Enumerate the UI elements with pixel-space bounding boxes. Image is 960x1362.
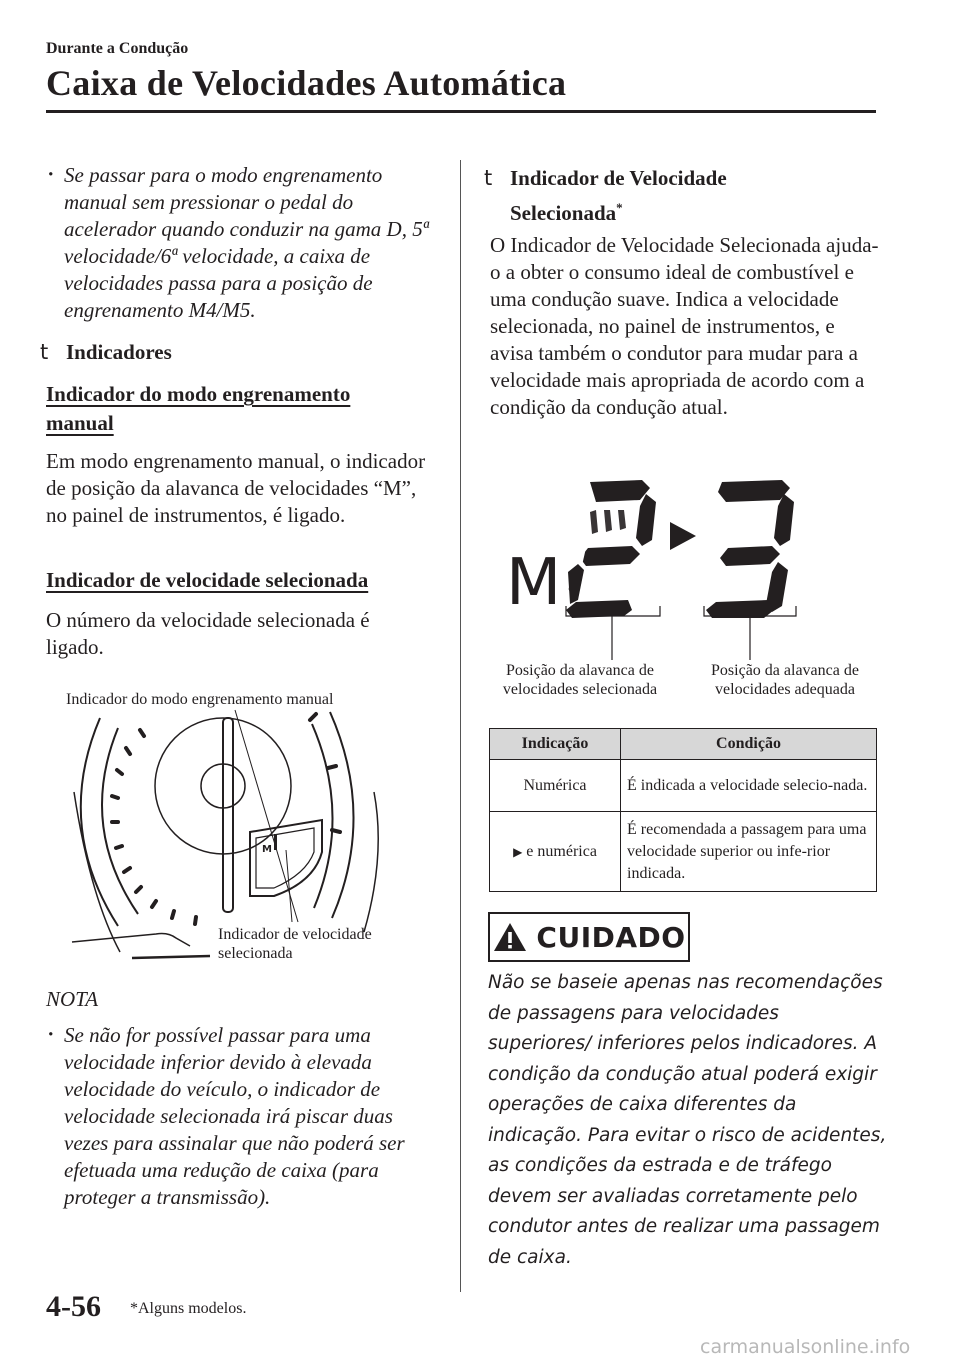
section-heading-gear-indicator	[484, 163, 844, 228]
header-rule	[46, 110, 876, 113]
page-number: 4-56	[46, 1290, 101, 1323]
cell-condicao: É indicada a velocidade selecio-nada.	[621, 760, 877, 812]
cell-condicao: É recomendada a passagem para uma velocidade superior ou infe-rior indicada.	[621, 812, 877, 892]
manual-mode-text: Em modo engrenamento manual, o indicador de posição da alavanca de velocidades “M”, no painel de instrumentos, é ligado.	[46, 449, 426, 527]
nota-bullet-list	[46, 1022, 442, 1211]
display-m-letter: M	[506, 546, 562, 620]
table-row	[490, 760, 877, 812]
cell-indicacao-text: e numérica	[526, 842, 597, 860]
caption-selected-position: Posição da alavanca de velocidades selecionada	[502, 662, 658, 698]
footnote: *Alguns modelos.	[130, 1300, 247, 1317]
cell-indicacao	[490, 812, 621, 892]
subheading-manual-mode: Indicador do modo engrenamento manual	[46, 382, 351, 435]
section-title: Indicadores	[66, 340, 172, 364]
watermark: carmanualsonline.info	[700, 1336, 911, 1358]
section-marker: t	[484, 166, 493, 190]
column-divider	[460, 160, 461, 1292]
caution-label: CUIDADO	[536, 920, 686, 954]
section-marker: t	[40, 340, 49, 364]
caption-recommended-position: Posição da alavanca de velocidades adequada	[711, 662, 859, 698]
caution-text: Não se baseie apenas nas recomendações de passagens para velocidades superiores/ inferiores pelos indicadores. A condição da condução atual poderá exigir operações de caixa diferentes da indicação. Para evitar o risco de acidentes, as condições da estrada e de tráfego devem ser avaliadas corretamente pelo condutor antes de realizar uma passagem de caixa.	[488, 972, 887, 1268]
figure-label-manual-indicator: Indicador do modo engrenamento manual	[66, 691, 334, 708]
page-title: Caixa de Velocidades Automática	[46, 63, 567, 103]
selected-gear-text: O número da velocidade selecionada é ligado.	[46, 608, 370, 659]
nota-title: NOTA	[46, 987, 99, 1011]
section-title: Indicador de Velocidade Selecionada	[510, 166, 727, 225]
cell-indicacao: Numérica	[490, 760, 621, 812]
section-heading-indicadores	[40, 340, 172, 365]
subheading-selected-gear: Indicador de velocidade selecionada	[46, 568, 369, 592]
header-condicao: Condição	[621, 729, 877, 760]
section-breadcrumb: Durante a Condução	[46, 40, 189, 57]
cluster-m-glyph: M	[262, 844, 272, 855]
models-asterisk: *	[616, 200, 623, 215]
intro-bullet-list	[46, 162, 442, 324]
intro-bullet: · Se passar para o modo engrenamento manual sem pressionar o pedal do acelerador quando conduzir na gama D, 5ª velocidade/6ª velocidade, a caixa de velocidades passa para a posição de engrenamento M4/M5.	[46, 162, 442, 324]
header-indicacao: Indicação	[490, 729, 621, 760]
indicator-table	[489, 728, 877, 892]
caution-banner	[488, 912, 690, 962]
table-header-row	[490, 729, 877, 760]
nota-bullet: · Se não for possível passar para uma velocidade inferior devido à elevada velocidade do veículo, o indicador de velocidade selecionada irá piscar duas vezes para assinalar que não poderá ser efetuada uma redução de caixa (para proteger a transmissão).	[46, 1022, 442, 1211]
figure-label-selected-gear: Indicador de velocidade selecionada	[218, 926, 372, 962]
play-arrow-icon: ▶	[513, 844, 523, 859]
table-row	[490, 812, 877, 892]
warning-triangle-icon	[492, 921, 528, 953]
gear-indicator-intro: O Indicador de Velocidade Selecionada ajuda-o a obter o consumo ideal de combustível e uma condução suave. Indica a velocidade selecionada, no painel de instrumentos, e avisa também o condutor para mudar para a velocidade mais apropriada de acordo com a condição da condução atual.	[490, 233, 879, 419]
gear-display-illustration	[490, 470, 820, 660]
